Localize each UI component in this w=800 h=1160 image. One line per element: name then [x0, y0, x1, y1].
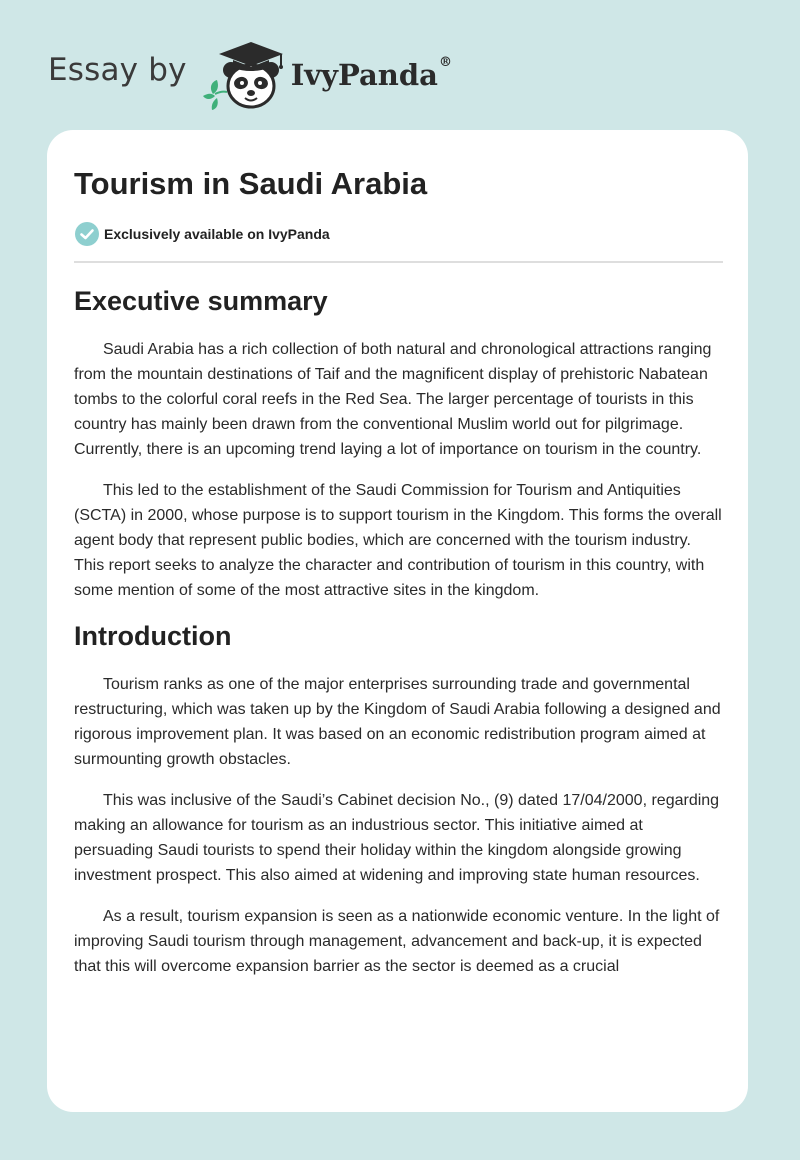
paragraph: Saudi Arabia has a rich collection of both natural and chronological attractions ranging from the mountain destinations of Taif and the magnificent display of prehistoric Nabatean tombs to the colorful coral reefs in the Red Sea. The larger percentage of tourists in this country has mainly been drawn from the conventional Muslim world out for pilgrimage. Currently, there is an upcoming trend laying a lot of importance on tourism in the country.: [74, 341, 712, 458]
section-heading: Executive summary: [74, 286, 328, 316]
brand-name-text: IvyPanda: [290, 58, 438, 92]
exclusive-badge-text: Exclusively available on IvyPanda: [104, 226, 330, 242]
paragraph: This was inclusive of the Saudi’s Cabinet decision No., (9) dated 17/04/2000, regarding making an allowance for tourism as an industrious sector. This initiative aimed at persuading Saudi tourists to spend their holiday within the kingdom alongside growing investment prospect. This also aimed at widening and improving state human resources.: [74, 792, 720, 884]
registered-mark: ®: [438, 55, 452, 70]
article-body: [74, 282, 724, 979]
article-title: Tourism in Saudi Arabia: [74, 166, 428, 201]
section-executive-summary: [74, 282, 724, 603]
section-heading: Introduction: [74, 621, 232, 651]
section-introduction: [74, 617, 724, 979]
exclusive-badge: [74, 221, 330, 247]
article-card: [47, 130, 748, 1112]
paragraph: Tourism ranks as one of the major enterprises surrounding trade and governmental restructuring, which was taken up by the Kingdom of Saudi Arabia following a designed and rigorous improvement plan. It was based on an economic redistribution program aimed at surmounting growth obstacles.: [74, 676, 721, 768]
paragraph: This led to the establishment of the Saudi Commission for Tourism and Antiquities (SCTA) in 2000, whose purpose is to support tourism in the Kingdom. This forms the overall agent body that represent public bodies, which are concerned with the tourism industry. This report seeks to analyze the character and contribution of tourism in this country, with some mention of some of the most attractive sites in the kingdom.: [74, 482, 722, 599]
ivypanda-logo-icon[interactable]: [201, 36, 297, 112]
title-divider: [74, 261, 723, 263]
check-circle-icon: [74, 221, 100, 247]
site-header: [48, 36, 452, 112]
brand-name[interactable]: [290, 55, 452, 92]
brand-prefix: Essay by: [48, 52, 187, 88]
paragraph: As a result, tourism expansion is seen as a nationwide economic venture. In the light of improving Saudi tourism through management, advancement and back-up, it is expected that this will overcome expansion barrier as the sector is deemed as a crucial: [74, 908, 720, 975]
